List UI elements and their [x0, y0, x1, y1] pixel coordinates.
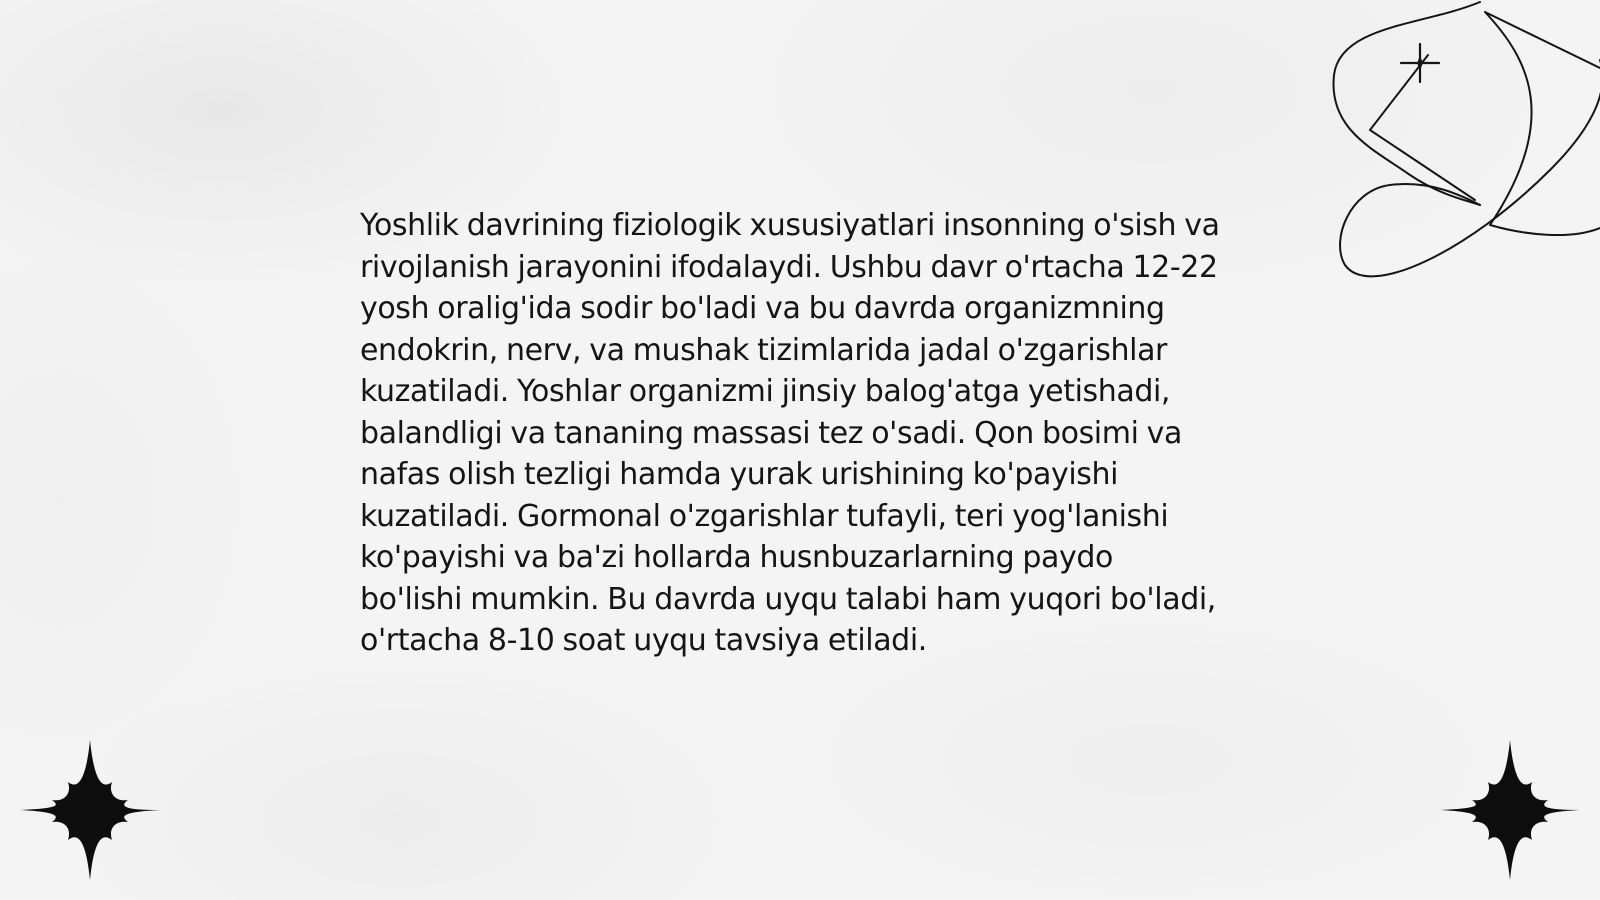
orbit-sparkle-icon — [1330, 0, 1600, 290]
four-point-star-icon — [20, 740, 160, 880]
four-point-star-icon — [1440, 740, 1580, 880]
body-paragraph: Yoshlik davrining fiziologik xususiyatlari insonning o'sish va rivojlanish jarayonini ifodalaydi. Ushbu davr o'rtacha 12-22 yosh oralig'ida sodir bo'ladi va bu davrda organizmning endokrin, nerv, va mushak tizimlarida jadal o'zgarishlar kuzatiladi. Yoshlar organizmi jinsiy balog'atga yetishadi, balandligi va tananing massasi tez o'sadi. Qon bosimi va nafas olish tezligi hamda yurak urishining ko'payishi kuzatiladi. Gormonal o'zgarishlar tufayli, teri yog'lanishi ko'payishi va ba'zi hollarda husnbuzarlarning paydo bo'lishi mumkin. Bu davrda uyqu talabi ham yuqori bo'ladi, o'rtacha 8-10 soat uyqu tavsiya etiladi. — [360, 208, 1220, 658]
